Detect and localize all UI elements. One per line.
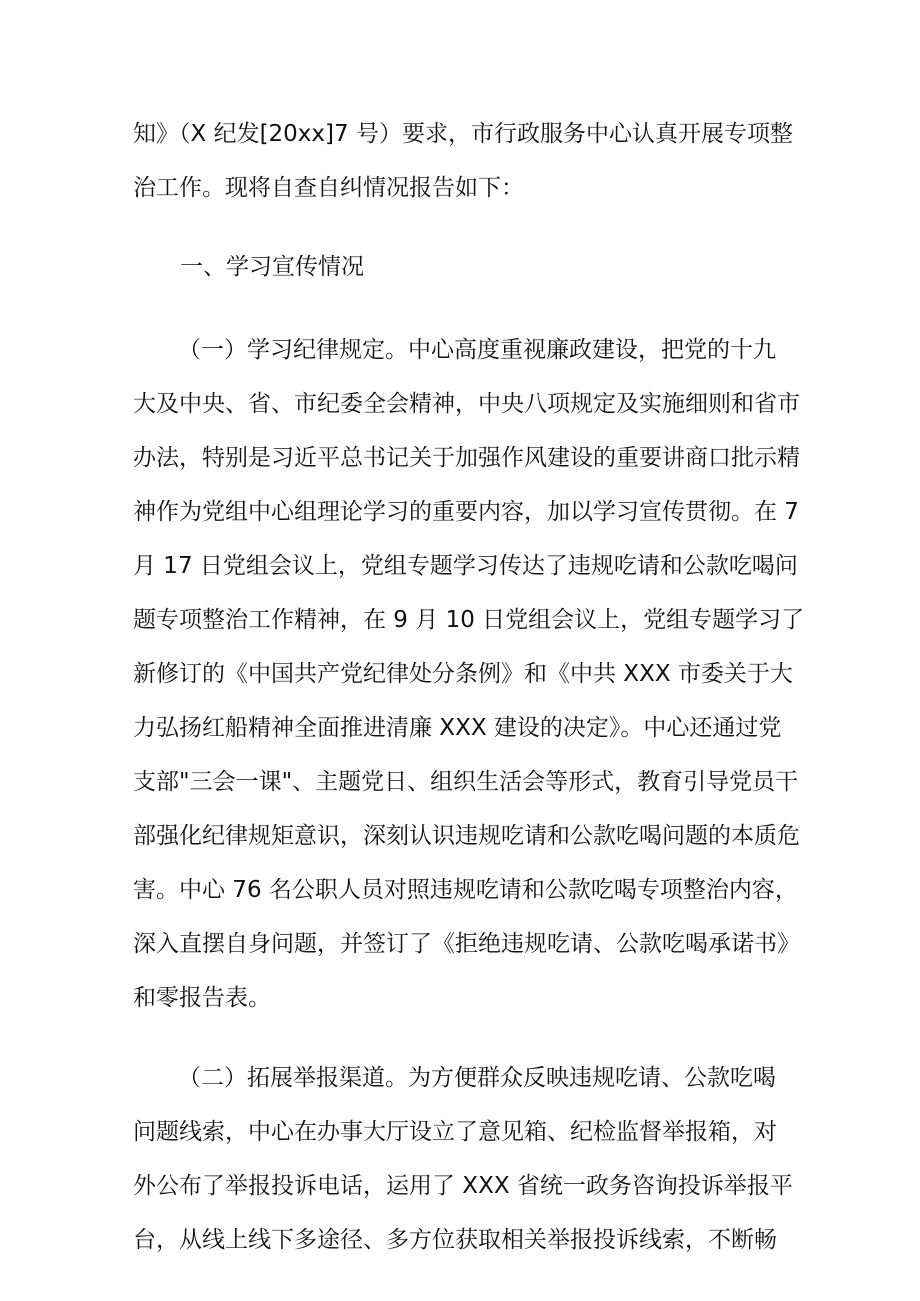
paragraph-line: 台，从线上线下多途径、多方位获取相关举报投诉线索，不断畅 (133, 1227, 777, 1253)
paragraph-line: 神作为党组中心组理论学习的重要内容，加以学习宣传贯彻。在 7 (133, 499, 799, 525)
paragraph-line: 深入直摆自身问题，并签订了《拒绝违规吃请、公款吃喝承诺书》 (133, 931, 800, 957)
paragraph-line: 部强化纪律规矩意识，深刻认识违规吃请和公款吃喝问题的本质危 (133, 823, 800, 849)
section-heading: 一、学习宣传情况 (180, 254, 364, 280)
paragraph-line: （二）拓展举报渠道。为方便群众反映违规吃请、公款吃喝 (178, 1065, 776, 1091)
paragraph-line: （一）学习纪律规定。中心高度重视廉政建设，把党的十九 (178, 337, 776, 363)
paragraph-line: 新修订的《中国共产党纪律处分条例》和《中共 XXX 市委关于大 (133, 661, 793, 687)
paragraph-line: 月 17 日党组会议上，党组专题学习传达了违规吃请和公款吃喝问 (133, 553, 798, 579)
paragraph-line: 和零报告表。 (133, 985, 271, 1011)
intro-line: 知》（X 纪发[20xx]7 号）要求，市行政服务中心认真开展专项整 (133, 121, 793, 147)
intro-line: 治工作。现将自查自纠情况报告如下： (133, 175, 524, 201)
paragraph-line: 问题线索，中心在办事大厅设立了意见箱、纪检监督举报箱，对 (133, 1119, 777, 1145)
paragraph-line: 题专项整治工作精神，在 9 月 10 日党组会议上，党组专题学习了 (133, 607, 805, 633)
paragraph-line: 害。中心 76 名公职人员对照违规吃请和公款吃喝专项整治内容， (133, 877, 798, 903)
paragraph-line: 力弘扬红船精神全面推进清廉 XXX 建设的决定》。中心还通过党 (133, 715, 782, 741)
paragraph-line: 大及中央、省、市纪委全会精神，中央八项规定及实施细则和省市 (133, 391, 800, 417)
paragraph-line: 办法，特别是习近平总书记关于加强作风建设的重要讲商口批示精 (133, 445, 800, 471)
paragraph-line: 支部"三会一课"、主题党日、组织生活会等形式，教育引导党员干 (133, 769, 799, 795)
paragraph-line: 外公布了举报投诉电话，运用了 XXX 省统一政务咨询投诉举报平 (133, 1173, 793, 1199)
